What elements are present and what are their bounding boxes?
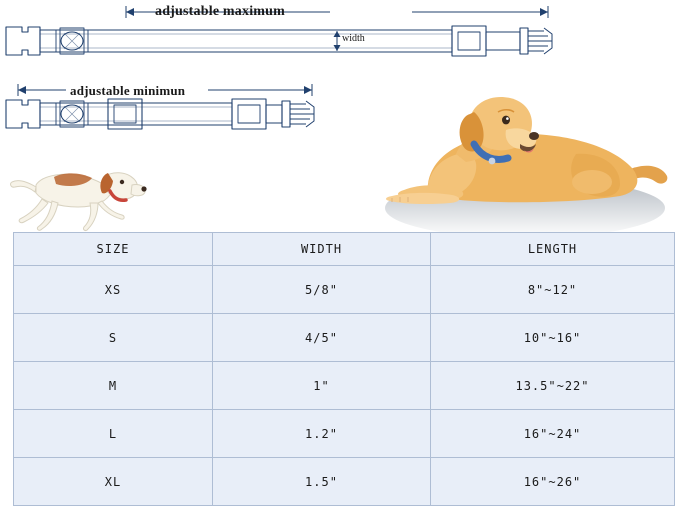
- cell-length: 10"~16": [431, 314, 675, 362]
- table-row: [14, 458, 675, 506]
- cell-width: 4/5": [213, 314, 431, 362]
- arrow-left-icon: [126, 8, 134, 16]
- collar-min-left-clip: [6, 100, 40, 128]
- collar-max-strap: [40, 30, 452, 52]
- cell-length: 13.5"~22": [431, 362, 675, 410]
- cell-length: 16"~24": [431, 410, 675, 458]
- label-adjustable-minimum: adjustable minimun: [70, 83, 186, 98]
- arrow-right-icon: [540, 8, 548, 16]
- table-row: [14, 314, 675, 362]
- label-adjustable-maximum: adjustable maximum: [155, 4, 285, 19]
- table-header-length: LENGTH: [431, 233, 675, 266]
- size-table: [13, 232, 675, 506]
- golden-retriever-illustration: [370, 92, 670, 244]
- table-row: [14, 266, 675, 314]
- cell-size: M: [14, 362, 213, 410]
- cell-length: 16"~26": [431, 458, 675, 506]
- table-header-size: SIZE: [14, 233, 213, 266]
- running-dog-illustration: [8, 155, 148, 233]
- cell-size: XS: [14, 266, 213, 314]
- cell-size: XL: [14, 458, 213, 506]
- collar-max-left-clip: [6, 27, 40, 55]
- cell-width: 5/8": [213, 266, 431, 314]
- collar-max-slider: [452, 26, 486, 56]
- cell-size: L: [14, 410, 213, 458]
- table-row: [14, 362, 675, 410]
- cell-width: 1.2": [213, 410, 431, 458]
- table-header-width: WIDTH: [213, 233, 431, 266]
- cell-size: S: [14, 314, 213, 362]
- cell-length: 8"~12": [431, 266, 675, 314]
- collar-min-slider-b: [232, 99, 266, 129]
- cell-width: 1.5": [213, 458, 431, 506]
- label-width: width: [342, 33, 365, 44]
- table-header-row: [14, 233, 675, 266]
- table-row: [14, 410, 675, 458]
- cell-width: 1": [213, 362, 431, 410]
